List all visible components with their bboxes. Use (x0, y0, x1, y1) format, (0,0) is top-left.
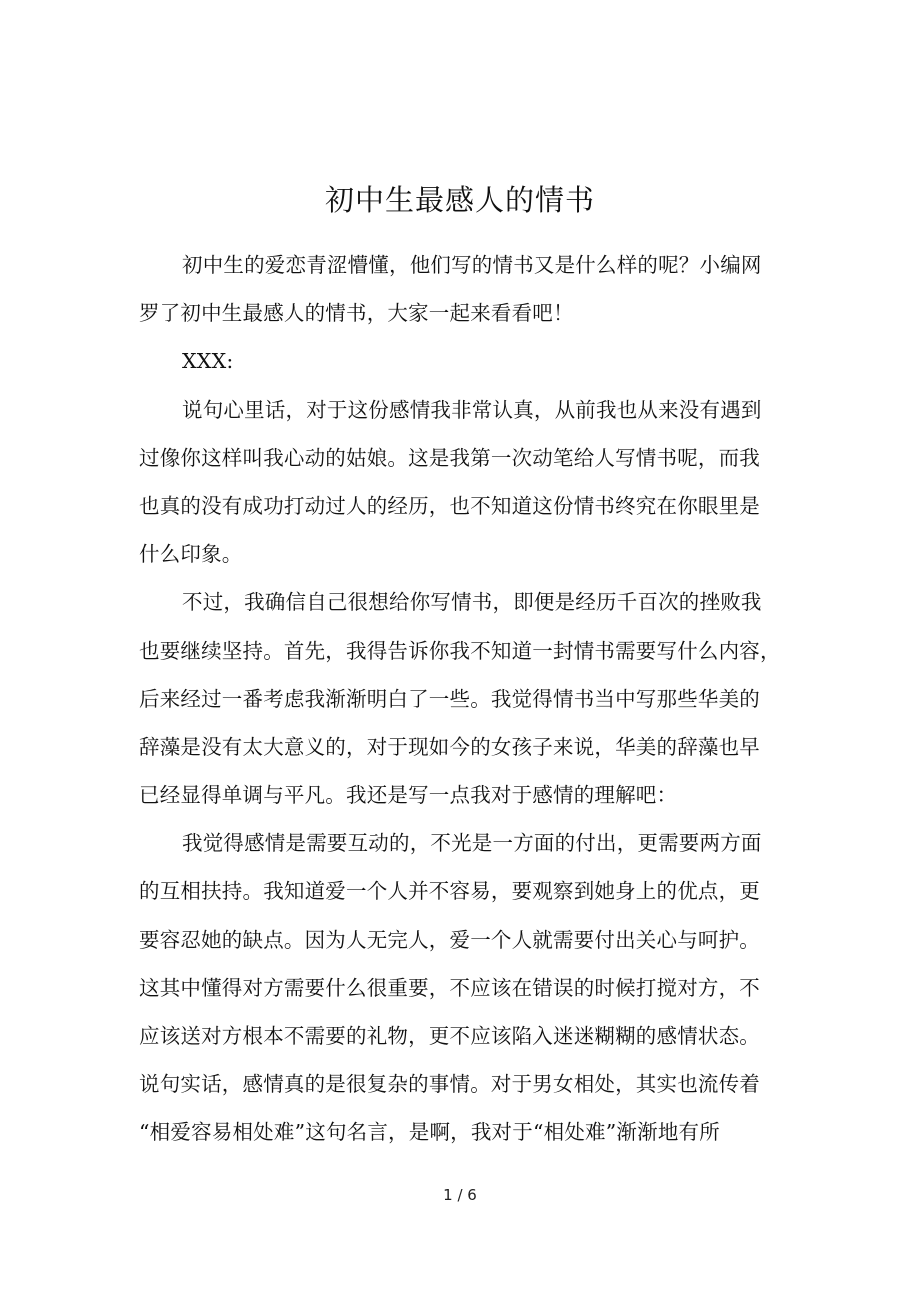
page-indicator: 1 / 6 (443, 1186, 477, 1204)
text-line: 也要继续坚持。首先，我得告诉你我不知道一封情书需要写什么内容， (139, 638, 781, 663)
text-line: 应该送对方根本不需要的礼物，更不应该陷入迷迷糊糊的感情状态。 (139, 1024, 760, 1048)
text-line: 我觉得感情是需要互动的，不光是一方面的付出，更需要两方面 (182, 831, 762, 856)
text-line: 什么印象。 (139, 542, 243, 567)
text-line: XXX: (182, 349, 234, 374)
text-line: 后来经过一番考虑我渐渐明白了一些。我觉得情书当中写那些华美的 (139, 686, 760, 711)
text-line: 罗了初中生最感人的情书，大家一起来看看吧！ (139, 301, 574, 326)
text-line: 的互相扶持。我知道爱一个人并不容易，要观察到她身上的优点，更 (139, 879, 760, 904)
text-line: 初中生的爱恋青涩懵懂，他们写的情书又是什么样的呢？小编网 (182, 253, 762, 277)
text-line: 辞藻是没有太大意义的，对于现如今的女孩子来说，华美的辞藻也早 (139, 734, 760, 759)
text-line: 说句实话，感情真的是很复杂的事情。对于男女相处，其实也流传着 (139, 1072, 760, 1097)
text-line: 已经显得单调与平凡。我还是写一点我对于感情的理解吧： (139, 783, 678, 808)
text-line: “相爱容易相处难”这句名言，是啊，我对于“相处难”渐渐地有所 (139, 1120, 720, 1145)
document-title: 初中生最感人的情书 (324, 183, 595, 217)
text-line: 过像你这样叫我心动的姑娘。这是我第一次动笔给人写情书呢，而我 (139, 445, 760, 470)
text-line: 这其中懂得对方需要什么很重要，不应该在错误的时候打搅对方，不 (139, 975, 760, 1000)
text-line: 要容忍她的缺点。因为人无完人，爱一个人就需要付出关心与呵护。 (139, 927, 760, 952)
text-line: 也真的没有成功打动过人的经历，也不知道这份情书终究在你眼里是 (139, 493, 760, 518)
text-line: 说句心里话，对于这份感情我非常认真，从前我也从来没有遇到 (182, 397, 762, 422)
text-line: 不过，我确信自己很想给你写情书，即便是经历千百次的挫败我 (182, 590, 762, 615)
document-body (139, 241, 784, 1157)
